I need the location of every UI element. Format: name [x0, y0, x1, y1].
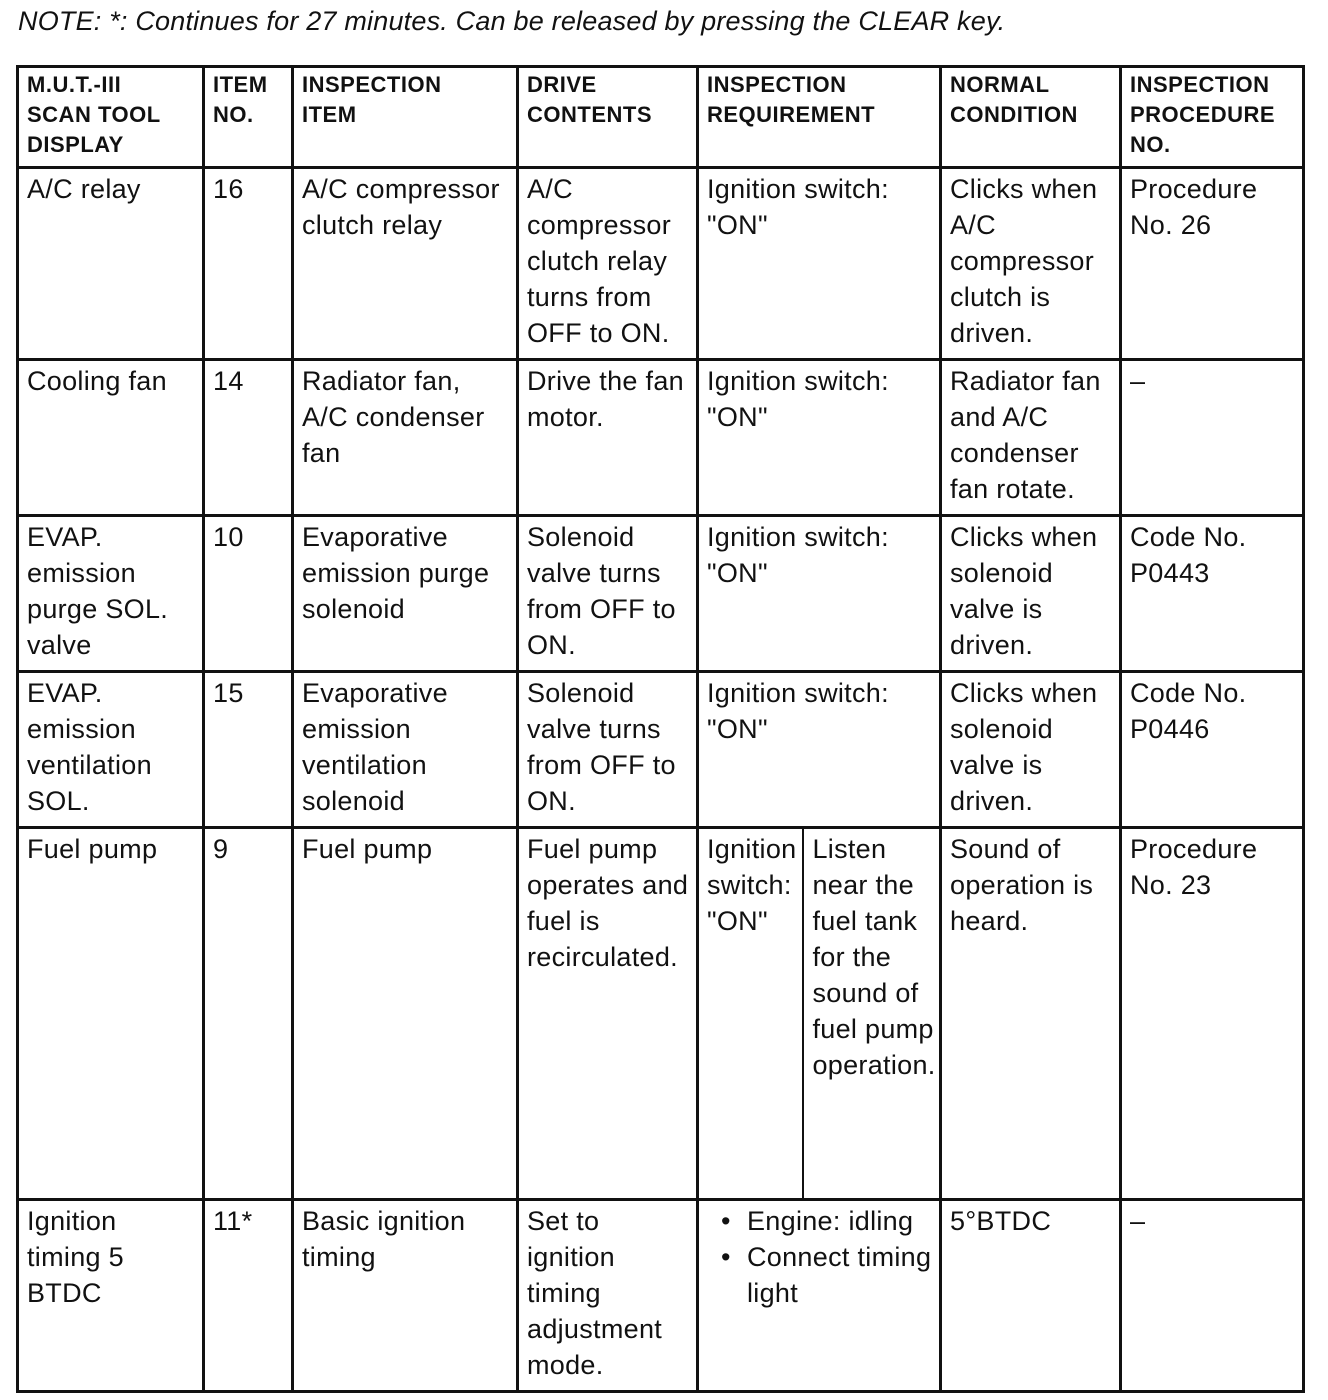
requirement-switch: Ignition switch: "ON" — [699, 829, 804, 1198]
cell-procedure: Code No. P0443 — [1121, 516, 1304, 672]
cell-display: A/C relay — [18, 168, 204, 360]
cell-drive-contents: Solenoid valve turns from OFF to ON. — [518, 672, 698, 828]
cell-normal-condition: Clicks when A/C compressor clutch is driven. — [941, 168, 1121, 360]
cell-inspection-item: A/C compressor clutch relay — [293, 168, 518, 360]
cell-drive-contents: Drive the fan motor. — [518, 360, 698, 516]
cell-inspection-item: Evaporative emission ventilation solenoid — [293, 672, 518, 828]
requirement-bullet-list — [707, 1203, 933, 1311]
cell-item-no: 9 — [204, 828, 293, 1200]
table-row — [18, 1200, 1304, 1392]
cell-item-no: 15 — [204, 672, 293, 828]
cell-drive-contents: Set to ignition timing adjustment mode. — [518, 1200, 698, 1392]
header-normal-condition: NORMAL CONDITION — [941, 67, 1121, 168]
cell-inspection-item: Evaporative emission purge solenoid — [293, 516, 518, 672]
cell-item-no: 11* — [204, 1200, 293, 1392]
cell-requirement: Ignition switch: "ON" — [698, 516, 941, 672]
cell-item-no: 14 — [204, 360, 293, 516]
cell-requirement: Ignition switch: "ON" — [698, 168, 941, 360]
cell-requirement — [698, 1200, 941, 1392]
cell-drive-contents: A/C compressor clutch relay turns from OFF to ON. — [518, 168, 698, 360]
header-inspection-item: INSPECTION ITEM — [293, 67, 518, 168]
cell-normal-condition: Clicks when solenoid valve is driven. — [941, 516, 1121, 672]
requirement-listen: Listen near the fuel tank for the sound of fuel pump operation. — [812, 834, 936, 1080]
header-row — [18, 67, 1304, 168]
table-row — [18, 828, 1304, 1200]
cell-normal-condition: Clicks when solenoid valve is driven. — [941, 672, 1121, 828]
cell-normal-condition: Sound of operation is heard. — [941, 828, 1121, 1200]
cell-display: EVAP. emission ventilation SOL. — [18, 672, 204, 828]
cell-procedure: – — [1121, 360, 1304, 516]
cell-drive-contents: Solenoid valve turns from OFF to ON. — [518, 516, 698, 672]
header-scan-tool-display: M.U.T.-III SCAN TOOL DISPLAY — [18, 67, 204, 168]
inspection-table — [16, 65, 1305, 1393]
cell-procedure: Procedure No. 23 — [1121, 828, 1304, 1200]
cell-procedure: – — [1121, 1200, 1304, 1392]
cell-display: EVAP. emission purge SOL. valve — [18, 516, 204, 672]
cell-drive-contents: Fuel pump operates and fuel is recirculated. — [518, 828, 698, 1200]
cell-requirement — [698, 828, 941, 1200]
cell-item-no: 16 — [204, 168, 293, 360]
cell-requirement: Ignition switch: "ON" — [698, 360, 941, 516]
cell-normal-condition: Radiator fan and A/C condenser fan rotate. — [941, 360, 1121, 516]
header-drive-contents: DRIVE CONTENTS — [518, 67, 698, 168]
header-procedure-no: INSPECTION PROCEDURE NO. — [1121, 67, 1304, 168]
cell-inspection-item: Basic ignition timing — [293, 1200, 518, 1392]
cell-normal-condition: 5°BTDC — [941, 1200, 1121, 1392]
cell-procedure: Procedure No. 26 — [1121, 168, 1304, 360]
note-text: NOTE: *: Continues for 27 minutes. Can be released by pressing the CLEAR key. — [18, 6, 1006, 36]
cell-requirement: Ignition switch: "ON" — [698, 672, 941, 828]
cell-item-no: 10 — [204, 516, 293, 672]
table-row — [18, 672, 1304, 828]
cell-inspection-item: Fuel pump — [293, 828, 518, 1200]
list-item: • Connect timing light — [721, 1239, 933, 1311]
table-row — [18, 516, 1304, 672]
header-inspection-requirement: INSPECTION REQUIREMENT — [698, 67, 941, 168]
table-row — [18, 168, 1304, 360]
cell-inspection-item: Radiator fan, A/C condenser fan — [293, 360, 518, 516]
header-item-no: ITEM NO. — [204, 67, 293, 168]
table-row — [18, 360, 1304, 516]
cell-display: Ignition timing 5 BTDC — [18, 1200, 204, 1392]
cell-procedure: Code No. P0446 — [1121, 672, 1304, 828]
cell-display: Cooling fan — [18, 360, 204, 516]
cell-display: Fuel pump — [18, 828, 204, 1200]
list-item: • Engine: idling — [721, 1203, 933, 1239]
